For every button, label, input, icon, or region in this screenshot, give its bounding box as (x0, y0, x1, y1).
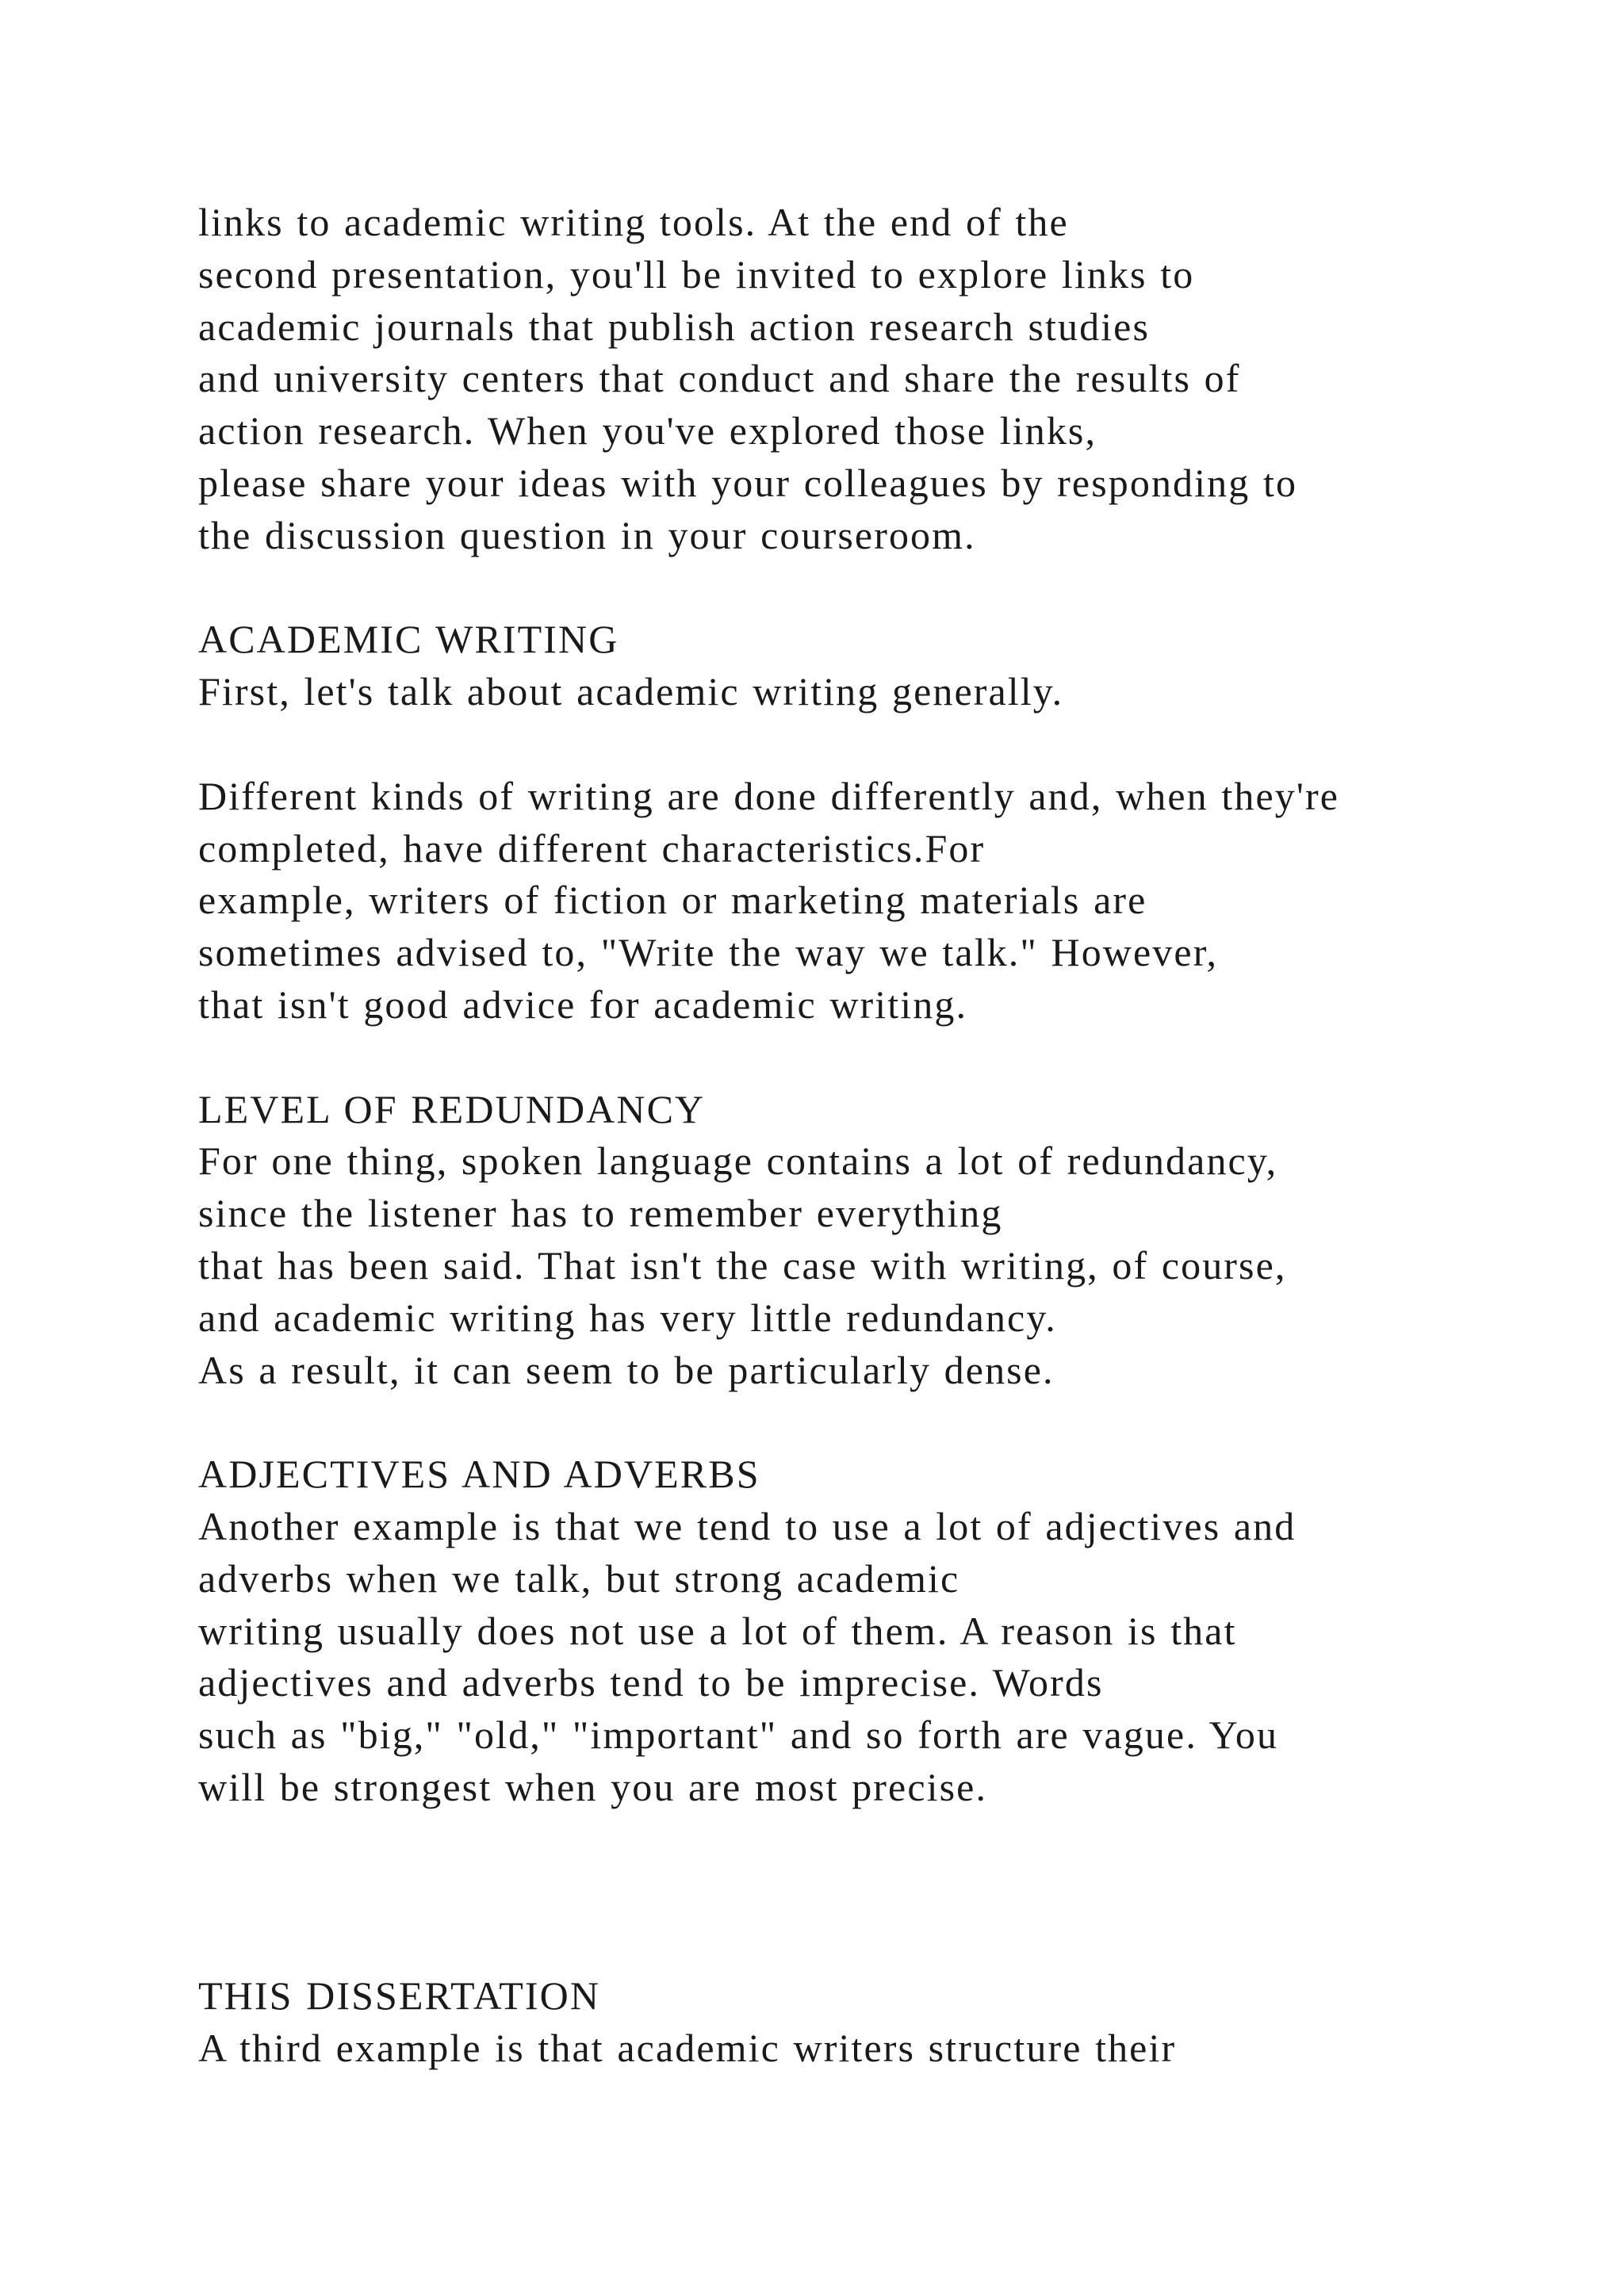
blank-line (198, 562, 1546, 614)
text-line: academic journals that publish action research studies (198, 304, 1151, 349)
text-line: Different kinds of writing are done differently and, when they're (198, 773, 1340, 818)
section-heading: ACADEMIC WRITING (198, 617, 619, 662)
section-heading: LEVEL OF REDUNDANCY (198, 1086, 706, 1131)
blank-line (198, 1866, 1546, 1919)
section-heading: ADJECTIVES AND ADVERBS (198, 1452, 760, 1497)
text-line: and university centers that conduct and share the results of (198, 356, 1241, 401)
blank-line (198, 718, 1546, 771)
text-line: sometimes advised to, "Write the way we talk." However, (198, 930, 1219, 975)
blank-line (198, 1396, 1546, 1448)
text-line: that has been said. That isn't the case with writing, of course, (198, 1242, 1287, 1288)
text-line: the discussion question in your courseroom. (198, 512, 976, 557)
text-line: please share your ideas with your colleagues by responding to (198, 460, 1298, 505)
text-line: As a result, it can seem to be particularly dense. (198, 1347, 1055, 1392)
text-line: action research. When you've explored those links, (198, 408, 1097, 453)
text-line: example, writers of fiction or marketing materials are (198, 878, 1147, 923)
text-line: First, let's talk about academic writing generally. (198, 669, 1064, 714)
blank-line (198, 1918, 1546, 1970)
text-line: links to academic writing tools. At the end of the (198, 200, 1069, 244)
text-line: since the listener has to remember everything (198, 1191, 1003, 1236)
text-line: completed, have different characteristics.For (198, 825, 986, 871)
text-line: writing usually does not use a lot of them. A reason is that (198, 1608, 1237, 1653)
text-line: Another example is that we tend to use a lot of adjectives and (198, 1503, 1297, 1548)
text-line: such as "big," "old," "important" and so forth are vague. You (198, 1712, 1279, 1758)
text-line: adverbs when we talk, but strong academic (198, 1556, 960, 1601)
text-line: For one thing, spoken language contains a lot of redundancy, (198, 1138, 1278, 1184)
document-body (198, 197, 1546, 2075)
section-heading: THIS DISSERTATION (198, 1973, 601, 2019)
text-line: and academic writing has very little redundancy. (198, 1295, 1057, 1340)
text-line: that isn't good advice for academic writing. (198, 982, 968, 1027)
text-line: will be strongest when you are most precise. (198, 1764, 988, 1809)
text-line: A third example is that academic writers structure their (198, 2025, 1177, 2070)
text-line: adjectives and adverbs tend to be imprecise. Words (198, 1660, 1104, 1705)
text-line: second presentation, you'll be invited to explore links to (198, 251, 1195, 297)
blank-line (198, 1814, 1546, 1866)
blank-line (198, 1031, 1546, 1084)
